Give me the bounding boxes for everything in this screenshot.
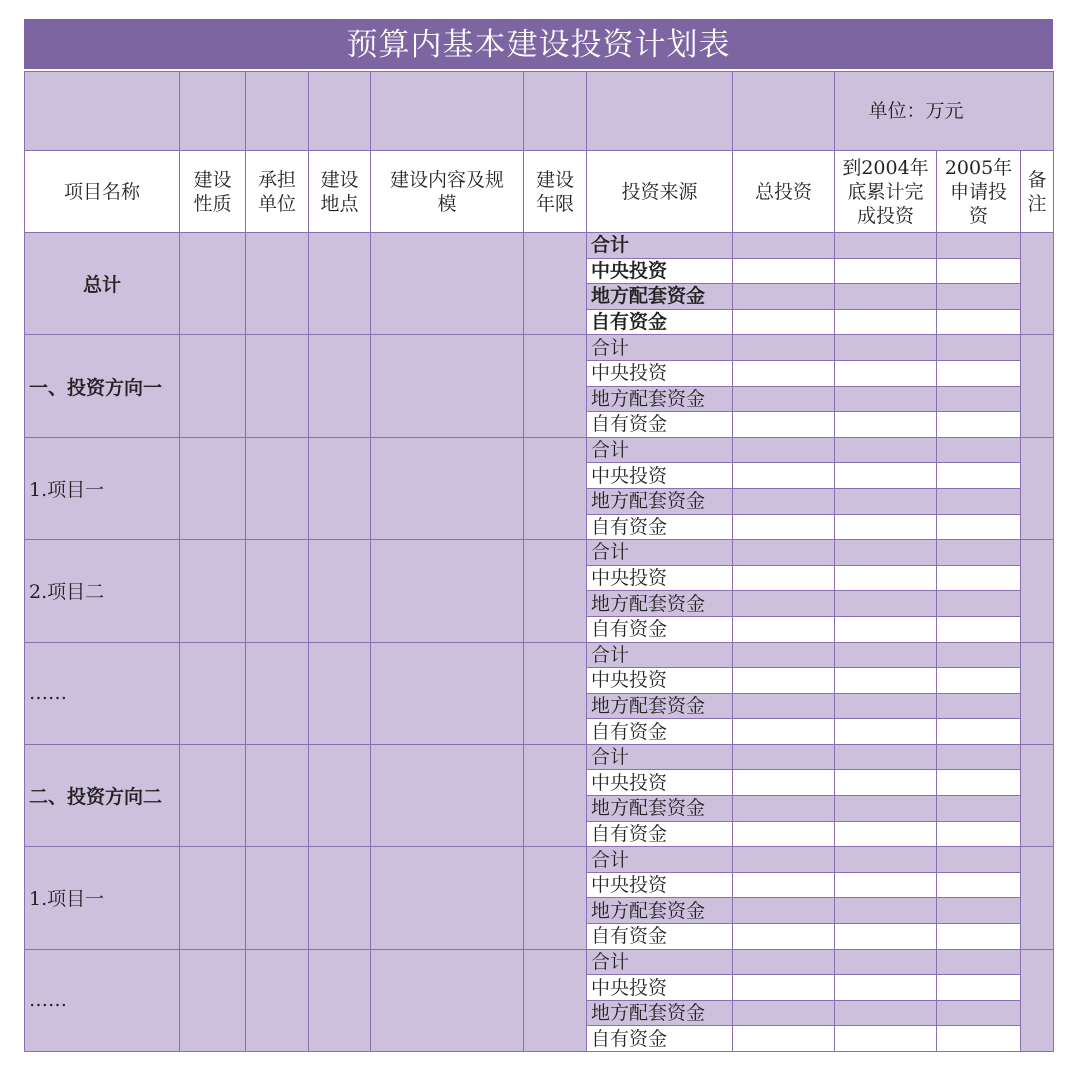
nature-cell[interactable] [180, 642, 246, 744]
total-value-cell[interactable] [733, 616, 835, 642]
header-source: 投资来源 [587, 151, 733, 233]
completed-value-cell[interactable] [835, 744, 937, 770]
period-cell[interactable] [524, 642, 587, 744]
apply-value-cell[interactable] [937, 591, 1021, 617]
completed-value-cell[interactable] [835, 540, 937, 566]
funding-source-cell: 地方配套资金 [587, 796, 733, 822]
remark-cell[interactable] [1021, 540, 1054, 642]
completed-value-cell[interactable] [835, 412, 937, 438]
funding-source-cell: 自有资金 [587, 821, 733, 847]
location-cell[interactable] [309, 233, 371, 335]
funding-source-cell: 中央投资 [587, 258, 733, 284]
funding-source-cell: 自有资金 [587, 309, 733, 335]
content-cell[interactable] [371, 233, 524, 335]
apply-value-cell[interactable] [937, 642, 1021, 668]
apply-value-cell[interactable] [937, 309, 1021, 335]
header-nature: 建设性质 [180, 151, 246, 233]
total-value-cell[interactable] [733, 924, 835, 950]
nature-cell[interactable] [180, 949, 246, 1051]
apply-value-cell[interactable] [937, 514, 1021, 540]
apply-value-cell[interactable] [937, 1000, 1021, 1026]
funding-source-cell: 合计 [587, 540, 733, 566]
completed-value-cell[interactable] [835, 335, 937, 361]
completed-value-cell[interactable] [835, 642, 937, 668]
project-name-cell: …… [25, 949, 180, 1051]
header-unit: 承担单位 [246, 151, 309, 233]
total-value-cell[interactable] [733, 1000, 835, 1026]
funding-source-cell: 合计 [587, 233, 733, 259]
period-cell[interactable] [524, 744, 587, 846]
apply-value-cell[interactable] [937, 1026, 1021, 1052]
nature-cell[interactable] [180, 335, 246, 437]
apply-value-cell[interactable] [937, 975, 1021, 1001]
apply-value-cell[interactable] [937, 284, 1021, 310]
apply-value-cell[interactable] [937, 821, 1021, 847]
apply-value-cell[interactable] [937, 898, 1021, 924]
completed-value-cell[interactable] [835, 924, 937, 950]
apply-value-cell[interactable] [937, 796, 1021, 822]
location-cell[interactable] [309, 642, 371, 744]
apply-value-cell[interactable] [937, 719, 1021, 745]
total-value-cell[interactable] [733, 975, 835, 1001]
unit-cell[interactable] [246, 744, 309, 846]
nature-cell[interactable] [180, 233, 246, 335]
remark-cell[interactable] [1021, 949, 1054, 1051]
funding-source-cell: 自有资金 [587, 412, 733, 438]
apply-value-cell[interactable] [937, 386, 1021, 412]
table-row [25, 335, 1054, 361]
content-cell[interactable] [371, 642, 524, 744]
completed-value-cell[interactable] [835, 463, 937, 489]
project-name-cell: …… [25, 642, 180, 744]
completed-value-cell[interactable] [835, 591, 937, 617]
funding-source-cell: 合计 [587, 437, 733, 463]
total-value-cell[interactable] [733, 770, 835, 796]
funding-source-cell: 中央投资 [587, 872, 733, 898]
apply-value-cell[interactable] [937, 744, 1021, 770]
funding-source-cell: 自有资金 [587, 616, 733, 642]
completed-value-cell[interactable] [835, 770, 937, 796]
apply-value-cell[interactable] [937, 616, 1021, 642]
completed-value-cell[interactable] [835, 975, 937, 1001]
period-cell[interactable] [524, 540, 587, 642]
table-row [25, 744, 1054, 770]
content-cell[interactable] [371, 847, 524, 949]
table-row [25, 540, 1054, 566]
total-value-cell[interactable] [733, 591, 835, 617]
header-remark: 备注 [1021, 151, 1054, 233]
apply-value-cell[interactable] [937, 488, 1021, 514]
completed-value-cell[interactable] [835, 514, 937, 540]
funding-source-cell: 合计 [587, 335, 733, 361]
unit-cell[interactable] [246, 335, 309, 437]
total-value-cell[interactable] [733, 693, 835, 719]
apply-value-cell[interactable] [937, 360, 1021, 386]
completed-value-cell[interactable] [835, 284, 937, 310]
project-name-cell: 2.项目二 [25, 540, 180, 642]
total-value-cell[interactable] [733, 437, 835, 463]
funding-source-cell: 中央投资 [587, 770, 733, 796]
total-value-cell[interactable] [733, 309, 835, 335]
content-cell[interactable] [371, 437, 524, 539]
remark-cell[interactable] [1021, 335, 1054, 437]
location-cell[interactable] [309, 540, 371, 642]
total-value-cell[interactable] [733, 360, 835, 386]
funding-source-cell: 地方配套资金 [587, 488, 733, 514]
total-value-cell[interactable] [733, 872, 835, 898]
total-value-cell[interactable] [733, 949, 835, 975]
completed-value-cell[interactable] [835, 565, 937, 591]
period-cell[interactable] [524, 437, 587, 539]
completed-value-cell[interactable] [835, 949, 937, 975]
funding-source-cell: 地方配套资金 [587, 386, 733, 412]
nature-cell[interactable] [180, 744, 246, 846]
total-value-cell[interactable] [733, 412, 835, 438]
completed-value-cell[interactable] [835, 898, 937, 924]
total-value-cell[interactable] [733, 847, 835, 873]
total-value-cell[interactable] [733, 540, 835, 566]
location-cell[interactable] [309, 744, 371, 846]
unit-label: 单位：万元 [835, 72, 1054, 151]
apply-value-cell[interactable] [937, 949, 1021, 975]
total-value-cell[interactable] [733, 796, 835, 822]
completed-value-cell[interactable] [835, 872, 937, 898]
location-cell[interactable] [309, 847, 371, 949]
total-value-cell[interactable] [733, 514, 835, 540]
table-title: 预算内基本建设投资计划表 [24, 19, 1053, 69]
apply-value-cell[interactable] [937, 668, 1021, 694]
completed-value-cell[interactable] [835, 309, 937, 335]
nature-cell[interactable] [180, 540, 246, 642]
table-row [25, 642, 1054, 668]
location-cell[interactable] [309, 437, 371, 539]
completed-value-cell[interactable] [835, 437, 937, 463]
completed-value-cell[interactable] [835, 233, 937, 259]
funding-source-cell: 地方配套资金 [587, 1000, 733, 1026]
apply-value-cell[interactable] [937, 847, 1021, 873]
completed-value-cell[interactable] [835, 386, 937, 412]
period-cell[interactable] [524, 335, 587, 437]
nature-cell[interactable] [180, 847, 246, 949]
apply-value-cell[interactable] [937, 924, 1021, 950]
nature-cell[interactable] [180, 437, 246, 539]
remark-cell[interactable] [1021, 437, 1054, 539]
header-apply: 2005年申请投资 [937, 151, 1021, 233]
apply-value-cell[interactable] [937, 693, 1021, 719]
apply-value-cell[interactable] [937, 412, 1021, 438]
funding-source-cell: 地方配套资金 [587, 898, 733, 924]
total-value-cell[interactable] [733, 1026, 835, 1052]
content-cell[interactable] [371, 744, 524, 846]
period-cell[interactable] [524, 949, 587, 1051]
project-name-cell: 1.项目一 [25, 847, 180, 949]
total-value-cell[interactable] [733, 642, 835, 668]
completed-value-cell[interactable] [835, 360, 937, 386]
table-row [25, 949, 1054, 975]
location-cell[interactable] [309, 335, 371, 437]
content-cell[interactable] [371, 540, 524, 642]
total-value-cell[interactable] [733, 463, 835, 489]
completed-value-cell[interactable] [835, 1026, 937, 1052]
funding-source-cell: 自有资金 [587, 514, 733, 540]
apply-value-cell[interactable] [937, 463, 1021, 489]
project-name-cell: 二、投资方向二 [25, 744, 180, 846]
funding-source-cell: 合计 [587, 949, 733, 975]
total-value-cell[interactable] [733, 258, 835, 284]
remark-cell[interactable] [1021, 233, 1054, 335]
funding-source-cell: 中央投资 [587, 360, 733, 386]
project-name-cell: 1.项目一 [25, 437, 180, 539]
total-value-cell[interactable] [733, 744, 835, 770]
table-row [25, 847, 1054, 873]
table-row [25, 233, 1054, 259]
completed-value-cell[interactable] [835, 847, 937, 873]
funding-source-cell: 自有资金 [587, 924, 733, 950]
unit-cell[interactable] [246, 949, 309, 1051]
header-location: 建设地点 [309, 151, 371, 233]
completed-value-cell[interactable] [835, 616, 937, 642]
funding-source-cell: 中央投资 [587, 565, 733, 591]
unit-cell[interactable] [246, 233, 309, 335]
total-value-cell[interactable] [733, 233, 835, 259]
header-completed: 到2004年底累计完成投资 [835, 151, 937, 233]
apply-value-cell[interactable] [937, 437, 1021, 463]
project-name-cell: 总计 [25, 233, 180, 335]
header-name: 项目名称 [25, 151, 180, 233]
funding-source-cell: 合计 [587, 642, 733, 668]
completed-value-cell[interactable] [835, 258, 937, 284]
spreadsheet [24, 19, 1053, 1052]
total-value-cell[interactable] [733, 668, 835, 694]
content-cell[interactable] [371, 335, 524, 437]
funding-source-cell: 地方配套资金 [587, 284, 733, 310]
total-value-cell[interactable] [733, 565, 835, 591]
completed-value-cell[interactable] [835, 693, 937, 719]
completed-value-cell[interactable] [835, 668, 937, 694]
unit-cell[interactable] [246, 642, 309, 744]
funding-source-cell: 合计 [587, 847, 733, 873]
total-value-cell[interactable] [733, 488, 835, 514]
remark-cell[interactable] [1021, 744, 1054, 846]
remark-cell[interactable] [1021, 847, 1054, 949]
funding-source-cell: 合计 [587, 744, 733, 770]
funding-source-cell: 地方配套资金 [587, 693, 733, 719]
total-value-cell[interactable] [733, 335, 835, 361]
funding-source-cell: 中央投资 [587, 668, 733, 694]
header-content: 建设内容及规模 [371, 151, 524, 233]
funding-source-cell: 中央投资 [587, 975, 733, 1001]
funding-source-cell: 中央投资 [587, 463, 733, 489]
total-value-cell[interactable] [733, 898, 835, 924]
unit-cell[interactable] [246, 540, 309, 642]
apply-value-cell[interactable] [937, 565, 1021, 591]
completed-value-cell[interactable] [835, 821, 937, 847]
funding-source-cell: 自有资金 [587, 719, 733, 745]
location-cell[interactable] [309, 949, 371, 1051]
completed-value-cell[interactable] [835, 488, 937, 514]
remark-cell[interactable] [1021, 642, 1054, 744]
period-cell[interactable] [524, 847, 587, 949]
header-total: 总投资 [733, 151, 835, 233]
total-value-cell[interactable] [733, 284, 835, 310]
apply-value-cell[interactable] [937, 258, 1021, 284]
funding-source-cell: 地方配套资金 [587, 591, 733, 617]
project-name-cell: 一、投资方向一 [25, 335, 180, 437]
apply-value-cell[interactable] [937, 540, 1021, 566]
apply-value-cell[interactable] [937, 872, 1021, 898]
apply-value-cell[interactable] [937, 770, 1021, 796]
header-period: 建设年限 [524, 151, 587, 233]
budget-table [24, 71, 1054, 1052]
unit-row [25, 72, 1054, 151]
total-value-cell[interactable] [733, 719, 835, 745]
period-cell[interactable] [524, 233, 587, 335]
total-value-cell[interactable] [733, 821, 835, 847]
apply-value-cell[interactable] [937, 233, 1021, 259]
content-cell[interactable] [371, 949, 524, 1051]
total-value-cell[interactable] [733, 386, 835, 412]
apply-value-cell[interactable] [937, 335, 1021, 361]
unit-cell[interactable] [246, 437, 309, 539]
table-row [25, 437, 1054, 463]
completed-value-cell[interactable] [835, 719, 937, 745]
header-row [25, 151, 1054, 233]
completed-value-cell[interactable] [835, 796, 937, 822]
completed-value-cell[interactable] [835, 1000, 937, 1026]
funding-source-cell: 自有资金 [587, 1026, 733, 1052]
unit-cell[interactable] [246, 847, 309, 949]
